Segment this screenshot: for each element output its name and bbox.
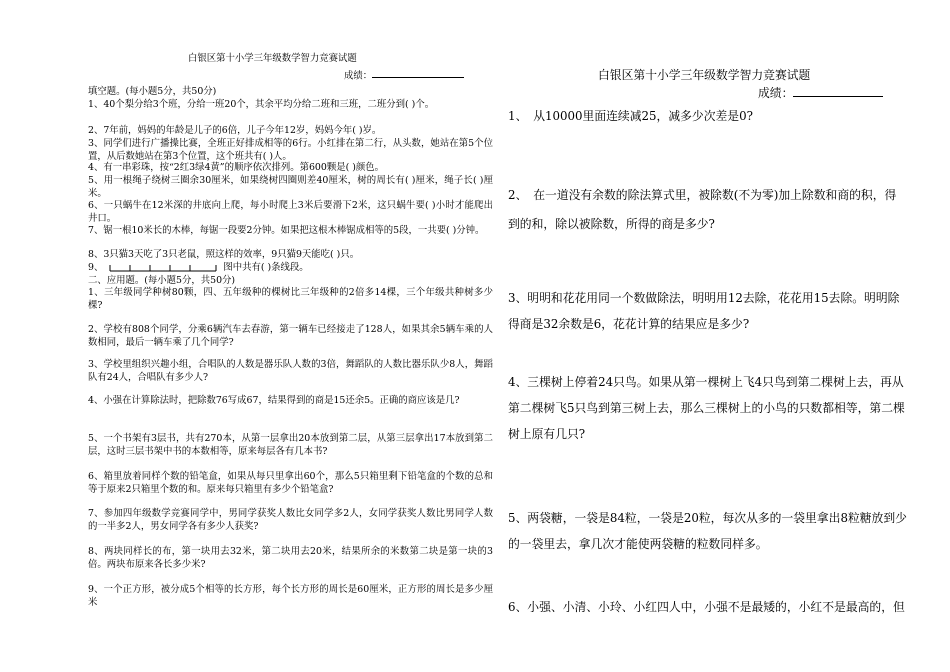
right-page	[508, 0, 908, 672]
fill-item-9	[88, 261, 493, 274]
right-item-5: 5、两袋糖，一袋是84粒，一袋是20粒，每次从多的一袋里拿出8粒糖放到少的一袋里去，拿几次才能使两袋糖的粒数同样多。	[508, 511, 907, 551]
right-item-6: 6、小强、小清、小玲、小红四人中，小强不是最矮的，小红不是最高的，但	[508, 600, 905, 614]
section1-heading: 填空题。(每小题5分，共50分)	[88, 86, 217, 97]
app-item-7: 7、参加四年级数学竞赛同学中，男同学获奖人数比女同学多2人，女同学获奖人数比男同学人数的一半多2人，男女同学各有多少人获奖?	[88, 508, 493, 533]
fill-item-9-prefix: 9、	[88, 262, 104, 273]
right-item-3: 3、明明和花花用同一个数做除法，明明用12去除，花花用15去除。明明除得商是32余数是6，花花计算的结果应是多少?	[508, 291, 900, 331]
fill-item-1: 1、40个梨分给3个班，分给一班20个，其余平均分给二班和三班，二班分到( )个。	[88, 99, 435, 110]
right-item-2: 2、 在一道没有余数的除法算式里，被除数(不为零)加上除数和商的积，得到的和，除以被除数，所得的商是多少?	[508, 188, 897, 231]
line-segment-figure	[108, 263, 218, 273]
fill-item-5: 5、用一根绳子绕树三圈余30厘米，如果绕树四圈则差40厘米，树的周长有( )厘米，绳子长( )厘米。	[88, 175, 493, 200]
fill-item-7: 7、锯一根10米长的木棒，每锯一段要2分钟。如果把这根木棒锯成相等的5段，一共要( )分钟。	[88, 225, 485, 236]
right-item-1: 1、 从10000里面连续减25，减多少次差是0?	[508, 109, 753, 123]
left-score-label: 成绩：	[344, 70, 373, 82]
left-score	[344, 68, 464, 83]
right-score	[758, 84, 883, 102]
left-title: 白银区第十小学三年级数学智力竞赛试题	[188, 53, 357, 64]
app-item-6: 6、箱里放着同样个数的铅笔盒，如果从每只里拿出60个，那么5只箱里剩下铅笔盒的个数的总和等于原来2只箱里个数的和。原来每只箱里有多少个铅笔盒?	[88, 471, 493, 496]
right-score-label: 成绩：	[758, 86, 794, 100]
fill-item-8: 8、3只猫3天吃了3只老鼠，照这样的效率，9只猫9天能吃( )只。	[88, 249, 360, 260]
app-item-3: 3、学校里组织兴趣小组，合唱队的人数是器乐队人数的3倍，舞蹈队的人数比器乐队少8人，舞蹈队有24人，合唱队有多少人?	[88, 359, 493, 384]
section2-heading: 二、应用题。(每小题5分，共50分)	[88, 275, 236, 286]
app-item-1: 1、三年级同学种树80颗，四、五年级种的棵树比三年级种的2倍多14棵，三个年级共种树多少棵?	[88, 287, 493, 312]
right-item-4: 4、三棵树上停着24只鸟。如果从第一棵树上飞4只鸟到第二棵树上去，再从第二棵树飞5只鸟到第三树上去，那么三棵树上的小鸟的只数都相等，第二棵树上原有几只?	[508, 375, 905, 441]
fill-item-3: 3、同学们进行广播操比赛，全班正好排成相等的6行。小红排在第二行，从头数，她站在第5个位置，从后数她站在第3个位置，这个班共有( )人。	[88, 138, 493, 163]
fill-item-2: 2、7年前，妈妈的年龄是儿子的6倍，儿子今年12岁，妈妈今年( )岁。	[88, 125, 382, 136]
fill-item-4: 4、有一串彩珠，按“2红3绿4黄”的顺序依次排列。第600颗是( )颜色。	[88, 162, 385, 173]
app-item-8: 8、两块同样长的布，第一块用去32米，第二块用去20米，结果所余的米数第二块是第一块的3倍。两块布原来各长多少米?	[88, 546, 493, 571]
right-score-line	[793, 84, 883, 97]
app-item-2: 2、学校有808个同学，分乘6辆汽车去春游，第一辆车已经接走了128人，如果其余5辆车乘的人数相同，最后一辆车乘了几个同学?	[88, 324, 493, 349]
fill-item-9-text: 图中共有( )条线段。	[223, 262, 309, 273]
left-score-line	[372, 68, 464, 78]
fill-item-6: 6、一只蜗牛在12米深的井底向上爬，每小时爬上3米后要滑下2米，这只蜗牛要( )小时才能爬出井口。	[88, 200, 493, 225]
left-page	[88, 0, 493, 672]
app-item-4: 4、小强在计算除法时，把除数76写成67，结果得到的商是15还余5。正确的商应该是几?	[88, 395, 460, 406]
app-item-5: 5、一个书架有3层书，共有270本，从第一层拿出20本放到第二层，从第三层拿出17本放到第二层，这时三层书架中书的本数相等，原来每层各有几本书?	[88, 433, 493, 458]
app-item-9: 9、一个正方形，被分成5个相等的长方形，每个长方形的周长是60厘米，正方形的周长是多少厘米	[88, 584, 493, 609]
right-title: 白银区第十小学三年级数学智力竞赛试题	[598, 68, 811, 82]
